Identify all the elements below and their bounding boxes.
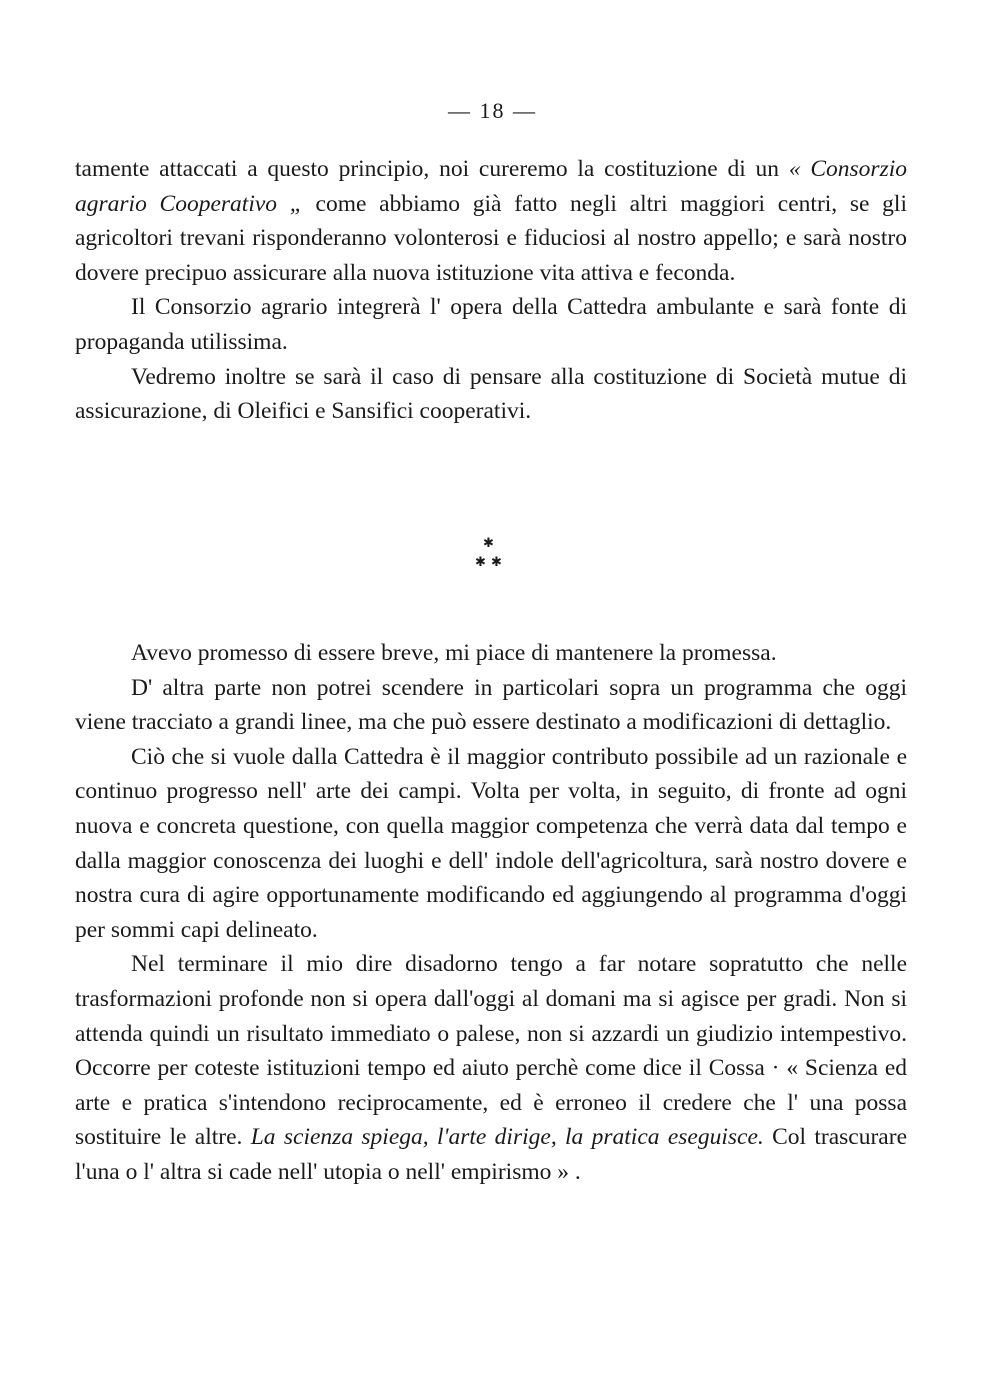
asterisk-icon: ✱ <box>483 535 494 550</box>
paragraph-text: Nel terminare il mio dire disadorno tengo a far notare sopratutto che nelle trasformazioni profonde non si opera dall'oggi al domani ma si agisce per gradi. Non si attenda quindi un risultato immediato o palese, non si azzardi un giudizio intempestivo. Occorre per coteste istituzioni tempo ed aiuto perchè come dice il Cossa · « Scienza ed arte e pratica s'intendono reciprocamente, ed è erroneo il credere che l' una possa sostituire le altre. <box>75 951 907 1151</box>
paragraph-text: Col trascurare l'una o l' altra si cade nell' utopia o nell' empirismo » . <box>75 1124 907 1185</box>
paragraph-text: come abbiamo già fatto negli altri maggiori centri, se gli agricoltori trevani risponderanno volonterosi e fiduciosi al nostro appello; e sarà nostro dovere precipuo assicurare alla nuova istituzione vita attiva e feconda. <box>75 190 907 286</box>
page-number: — 18 — <box>448 98 537 123</box>
paragraph-program: D' altra parte non potrei scendere in particolari sopra un programma che oggi viene tracciato a grandi linee, ma che può essere destinato a modificazioni di dettaglio. <box>75 674 907 736</box>
text-section-2 <box>75 636 907 1190</box>
paragraph-continuation <box>75 152 907 290</box>
consortium-name-quote: « Consorzio agrario Cooperativo „ <box>75 156 908 217</box>
cossa-quote-italic: La scienza spiega, l'arte dirige, la pratica eseguisce. <box>250 1124 764 1151</box>
paragraph-promise: Avevo promesso di essere breve, mi piace di mantenere la promessa. <box>131 640 777 666</box>
paragraph-cattedra: Ciò che si vuole dalla Cattedra è il maggior contributo possibile ad un razionale e continuo progresso nell' arte dei campi. Volta per volta, in seguito, di fronte ad ogni nuova e concreta questione, con quella maggior competenza che verrà data dal tempo e dalla maggior conoscenza dei luoghi e dell' indole dell'agricoltura, sarà nostro dovere e nostra cura di agire opportunamente modificando ed aggiungendo al programma d'oggi per sommi capi delineato. <box>75 743 907 943</box>
asterisk-icon: ✱ <box>475 554 486 569</box>
asterisk-icon: ✱ <box>491 554 502 569</box>
asterism-separator <box>470 536 510 572</box>
paragraph-text: tamente attaccati a questo principio, noi cureremo la costituzione di un <box>75 156 789 182</box>
paragraph-conclusion <box>75 947 907 1189</box>
text-section-1 <box>75 152 907 429</box>
paragraph-mutual-societies: Vedremo inoltre se sarà il caso di pensare alla costituzione di Società mutue di assicurazione, di Oleifici e Sansifici cooperativi. <box>75 363 907 425</box>
paragraph-consortium: Il Consorzio agrario integrerà l' opera della Cattedra ambulante e sarà fonte di propaganda utilissima. <box>75 294 907 355</box>
